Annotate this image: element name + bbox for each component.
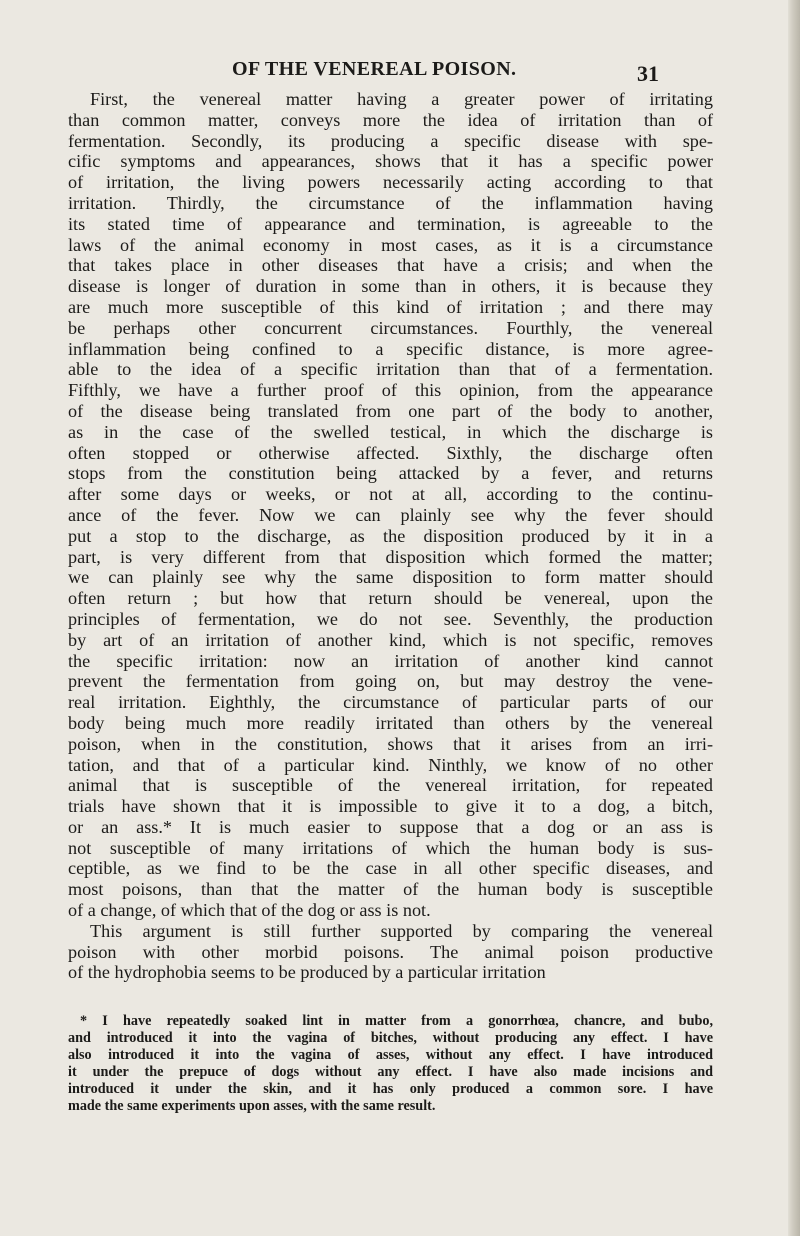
paragraph-line: often return ; but how that return should be venereal, upon the (68, 588, 713, 609)
paragraph-line: are much more susceptible of this kind of irritation ; and there may (68, 296, 713, 317)
paragraph-line: that takes place in other diseases that have a crisis; and when the (68, 255, 713, 276)
paragraph-line: tation, and that of a particular kind. Ninthly, we know of no other (68, 754, 713, 775)
running-head (0, 58, 800, 88)
paragraph-line: animal that is susceptible of the venereal irritation, for repeated (68, 775, 713, 796)
paragraph-line: of a change, of which that of the dog or ass is not. (68, 900, 431, 921)
paragraph-line: the specific irritation: now an irritation of another kind cannot (68, 650, 713, 671)
footnote-line: also introduced it into the vagina of asses, without any effect. I have introduced (68, 1047, 713, 1063)
footnote-line: it under the prepuce of dogs without any effect. I have also made incisions and (68, 1064, 713, 1080)
paragraph-line: able to the idea of a specific irritation than that of a fermentation. (68, 359, 713, 380)
paragraph-line: prevent the fermentation from going on, but may destroy the vene- (68, 671, 713, 692)
page-number: 31 (637, 61, 659, 86)
paragraph-line: of the disease being translated from one part of the body to another, (68, 400, 713, 421)
paragraph-line: poison, when in the constitution, shows that it arises from an irri- (68, 733, 713, 754)
paragraph-line: ance of the fever. Now we can plainly see why the fever should (68, 504, 713, 525)
paragraph-line: after some days or weeks, or not at all, according to the continu- (68, 484, 713, 505)
paragraph-line: most poisons, than that the matter of the human body is susceptible (68, 879, 713, 900)
footnote-line: introduced it under the skin, and it has only produced a common sore. I have (68, 1081, 713, 1097)
paragraph-line: disease is longer of duration in some than in others, it is because they (68, 276, 713, 297)
footnote-line: made the same experiments upon asses, with the same result. (68, 1098, 436, 1114)
paragraph-line: by art of an irritation of another kind, which is not specific, removes (68, 629, 713, 650)
paragraph-line: Fifthly, we have a further proof of this opinion, from the appearance (68, 380, 713, 401)
paragraph-line: its stated time of appearance and termination, is agreeable to the (68, 213, 713, 234)
paragraph-line: not susceptible of many irritations of which the human body is sus- (68, 837, 713, 858)
paragraph-line: or an ass.* It is much easier to suppose that a dog or an ass is (68, 816, 713, 837)
paragraph-line: irritation. Thirdly, the circumstance of the inflammation having (68, 192, 713, 213)
paragraph-line: often stopped or otherwise affected. Sixthly, the discharge often (68, 442, 713, 463)
paragraph-line: than common matter, conveys more the idea of irritation than of (68, 109, 713, 130)
paragraph-line: part, is very different from that disposition which formed the matter; (68, 546, 713, 567)
paragraph-line: be perhaps other concurrent circumstances. Fourthly, the venereal (68, 317, 713, 338)
paragraph-line: laws of the animal economy in most cases, as it is a circumstance (68, 234, 713, 255)
running-head-title: OF THE VENEREAL POISON. (232, 58, 517, 80)
paragraph-line: real irritation. Eighthly, the circumstance of particular parts of our (68, 692, 713, 713)
paragraph-line: of the hydrophobia seems to be produced by a particular irritation (68, 962, 546, 983)
page-binding-edge (788, 0, 800, 1236)
paragraph-line: put a stop to the discharge, as the disposition produced by it in a (68, 525, 713, 546)
footnote-line: and introduced it into the vagina of bitches, without producing any effect. I have (68, 1030, 713, 1046)
paragraph-line: principles of fermentation, we do not see. Seventhly, the production (68, 608, 713, 629)
paragraph-line: inflammation being confined to a specific distance, is more agree- (68, 338, 713, 359)
paragraph-line: poison with other morbid poisons. The animal poison productive (68, 941, 713, 962)
footnote-line: * I have repeatedly soaked lint in matter from a gonorrhœa, chancre, and bubo, (80, 1013, 713, 1029)
paragraph-line: ceptible, as we find to be the case in all other specific diseases, and (68, 858, 713, 879)
footnote (68, 1013, 713, 1115)
paragraph-line: stops from the constitution being attacked by a fever, and returns (68, 463, 713, 484)
paragraph-line: of irritation, the living powers necessarily acting according to that (68, 172, 713, 193)
paragraph-line: trials have shown that it is impossible to give it to a dog, a bitch, (68, 796, 713, 817)
paragraph-line: This argument is still further supported by comparing the venereal (90, 920, 713, 941)
paragraph-line: we can plainly see why the same disposition to form matter should (68, 567, 713, 588)
paragraph-line: fermentation. Secondly, its producing a specific disease with spe- (68, 130, 713, 151)
paragraph-line: as in the case of the swelled testical, in which the discharge is (68, 421, 713, 442)
body-text (68, 89, 713, 983)
paragraph-line: First, the venereal matter having a greater power of irritating (90, 89, 713, 109)
paragraph-line: body being much more readily irritated than others by the venereal (68, 712, 713, 733)
paragraph-line: cific symptoms and appearances, shows that it has a specific power (68, 151, 713, 172)
